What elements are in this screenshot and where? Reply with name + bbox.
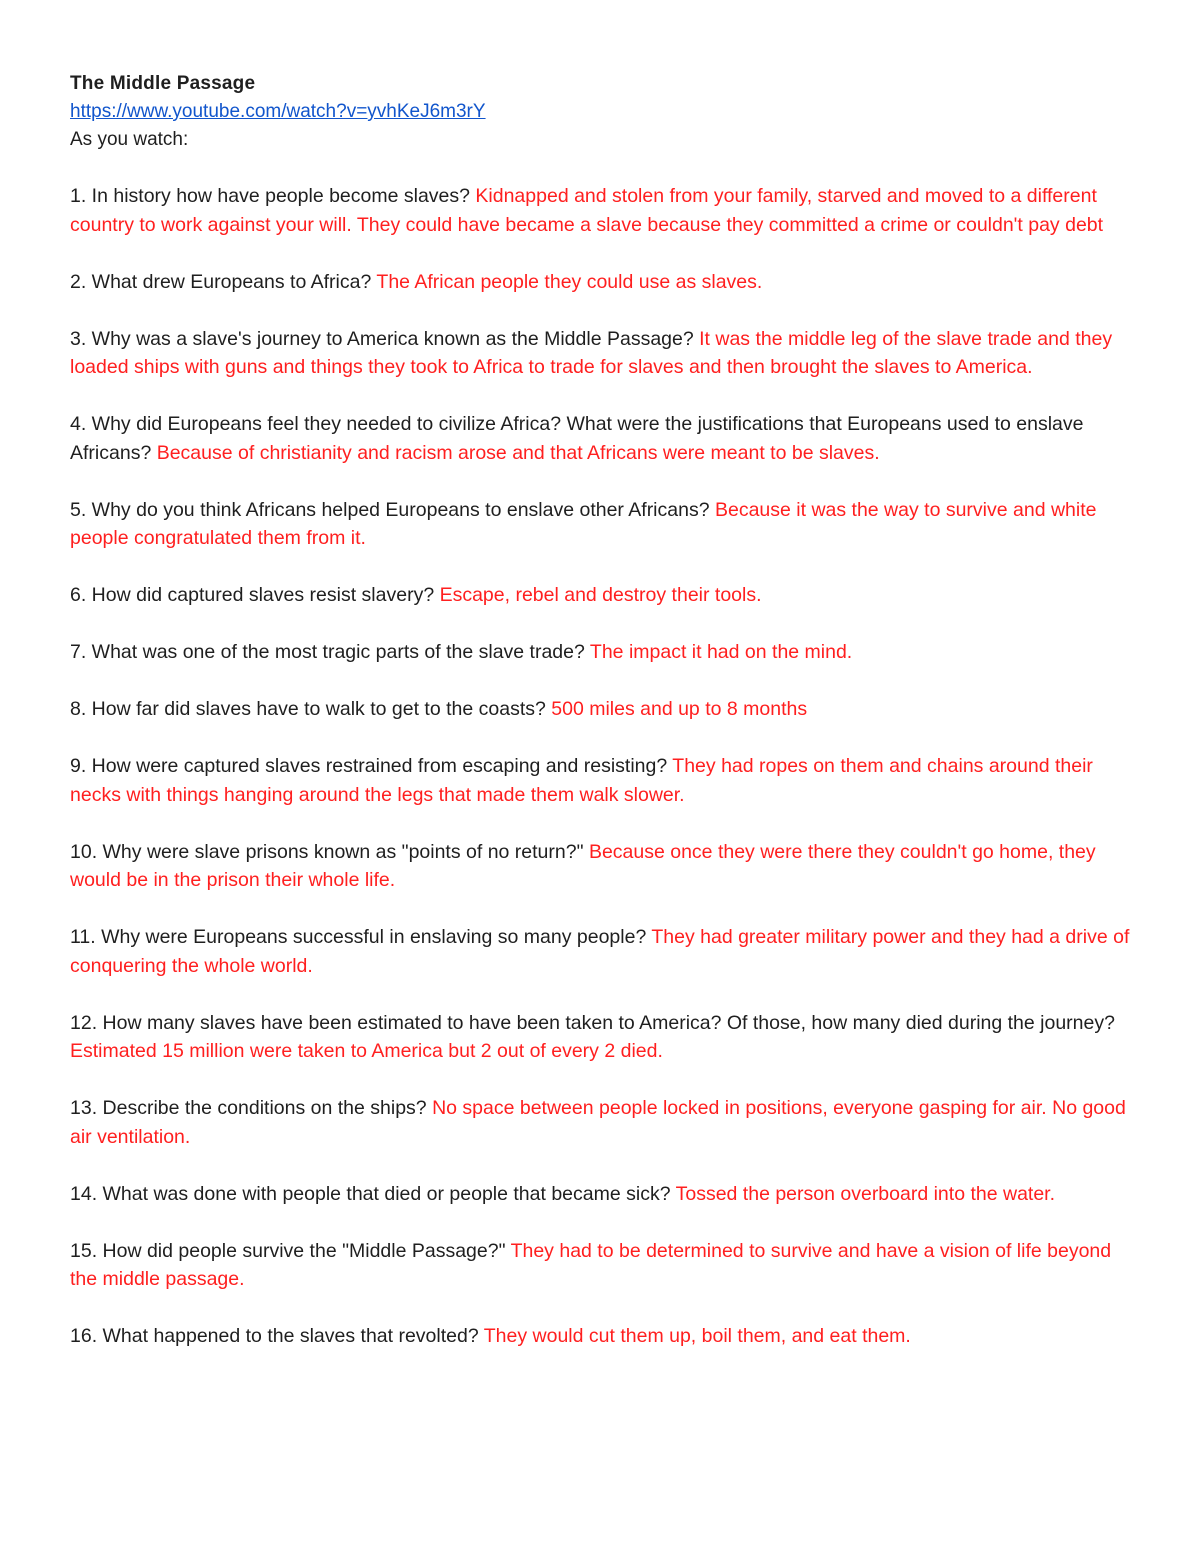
answer-text: They had to be determined to survive and have a vision of life beyond the middle passage. — [70, 1239, 1112, 1290]
answer-text: The impact it had on the mind. — [589, 641, 853, 663]
answer-text: Kidnapped and stolen from your family, starved and moved to a different country to work against your will. They could have became a slave because they committed a crime or couldn't pay debt — [70, 185, 1104, 236]
question-text: 4. Why did Europeans feel they needed to civilize Africa? What were the justifications that Europeans used to enslave Africans? — [70, 413, 1084, 464]
question-text: 13. Describe the conditions on the ships? — [70, 1097, 433, 1119]
question-text: 16. What happened to the slaves that revolted? — [70, 1325, 484, 1347]
document-page — [70, 70, 1132, 1379]
question-text: 12. How many slaves have been estimated to have been taken to America? Of those, how many died during the journey? — [70, 1011, 1115, 1034]
answer-text: Because it was the way to survive and white people congratulated them from it. — [70, 498, 1097, 549]
answer-text: They had greater military power and they had a drive of conquering the whole world. — [70, 926, 1130, 977]
question-text: 15. How did people survive the "Middle Passage?" — [70, 1239, 511, 1262]
qa-item-2 — [70, 268, 1132, 297]
qa-item-11 — [70, 923, 1132, 980]
answer-text: It was the middle leg of the slave trade and they loaded ships with guns and things they took to Africa to trade for slaves and then brought the slaves to America. — [70, 327, 1113, 378]
answer-text: They would cut them up, boil them, and eat them. — [483, 1325, 911, 1347]
qa-item-12 — [70, 1009, 1132, 1066]
question-text: 8. How far did slaves have to walk to get to the coasts? — [70, 698, 552, 720]
question-text: 7. What was one of the most tragic parts of the slave trade? — [70, 641, 590, 663]
document-title: The Middle Passage — [70, 73, 256, 94]
answer-text: The African people they could use as slaves. — [376, 270, 763, 293]
question-text: 1. In history how have people become slaves? — [70, 185, 476, 207]
qa-item-8 — [70, 695, 1132, 724]
question-text: 9. How were captured slaves restrained from escaping and resisting? — [70, 755, 673, 777]
answer-text: They had ropes on them and chains around their necks with things hanging around the legs that made them walk slower. — [70, 755, 1093, 806]
qa-item-9 — [70, 752, 1132, 809]
video-link[interactable]: https://www.youtube.com/watch?v=yvhKeJ6m3rY — [70, 101, 486, 122]
qa-item-4 — [70, 410, 1132, 467]
qa-item-7 — [70, 638, 1132, 667]
qa-item-6 — [70, 581, 1132, 610]
qa-item-10 — [70, 838, 1132, 895]
qa-item-16 — [70, 1322, 1132, 1351]
answer-text: Because of christianity and racism arose and that Africans were meant to be slaves. — [156, 441, 880, 464]
answer-text: Because once they were there they couldn't go home, they would be in the prison their whole life. — [70, 840, 1096, 891]
question-text: 5. Why do you think Africans helped Europeans to enslave other Africans? — [70, 498, 715, 521]
answer-text: No space between people locked in positions, everyone gasping for air. No good air ventilation. — [70, 1097, 1126, 1148]
qa-item-5 — [70, 496, 1132, 553]
qa-item-1 — [70, 182, 1132, 239]
answer-text: 500 miles and up to 8 months — [551, 698, 808, 720]
answer-text: Escape, rebel and destroy their tools. — [439, 584, 762, 606]
answer-text: Tossed the person overboard into the water. — [675, 1182, 1056, 1205]
qa-item-14 — [70, 1180, 1132, 1209]
qa-item-15 — [70, 1237, 1132, 1294]
qa-item-3 — [70, 325, 1132, 382]
answer-text: Estimated 15 million were taken to America but 2 out of every 2 died. — [70, 1040, 663, 1062]
qa-item-13 — [70, 1094, 1132, 1151]
question-text: 6. How did captured slaves resist slavery? — [70, 584, 440, 606]
question-text: 14. What was done with people that died or people that became sick? — [70, 1182, 676, 1205]
question-text: 10. Why were slave prisons known as "points of no return?" — [70, 840, 589, 863]
question-text: 3. Why was a slave's journey to America known as the Middle Passage? — [70, 327, 700, 350]
question-text: 2. What drew Europeans to Africa? — [70, 270, 377, 293]
intro-text: As you watch: — [70, 129, 189, 150]
question-text: 11. Why were Europeans successful in enslaving so many people? — [70, 926, 652, 948]
